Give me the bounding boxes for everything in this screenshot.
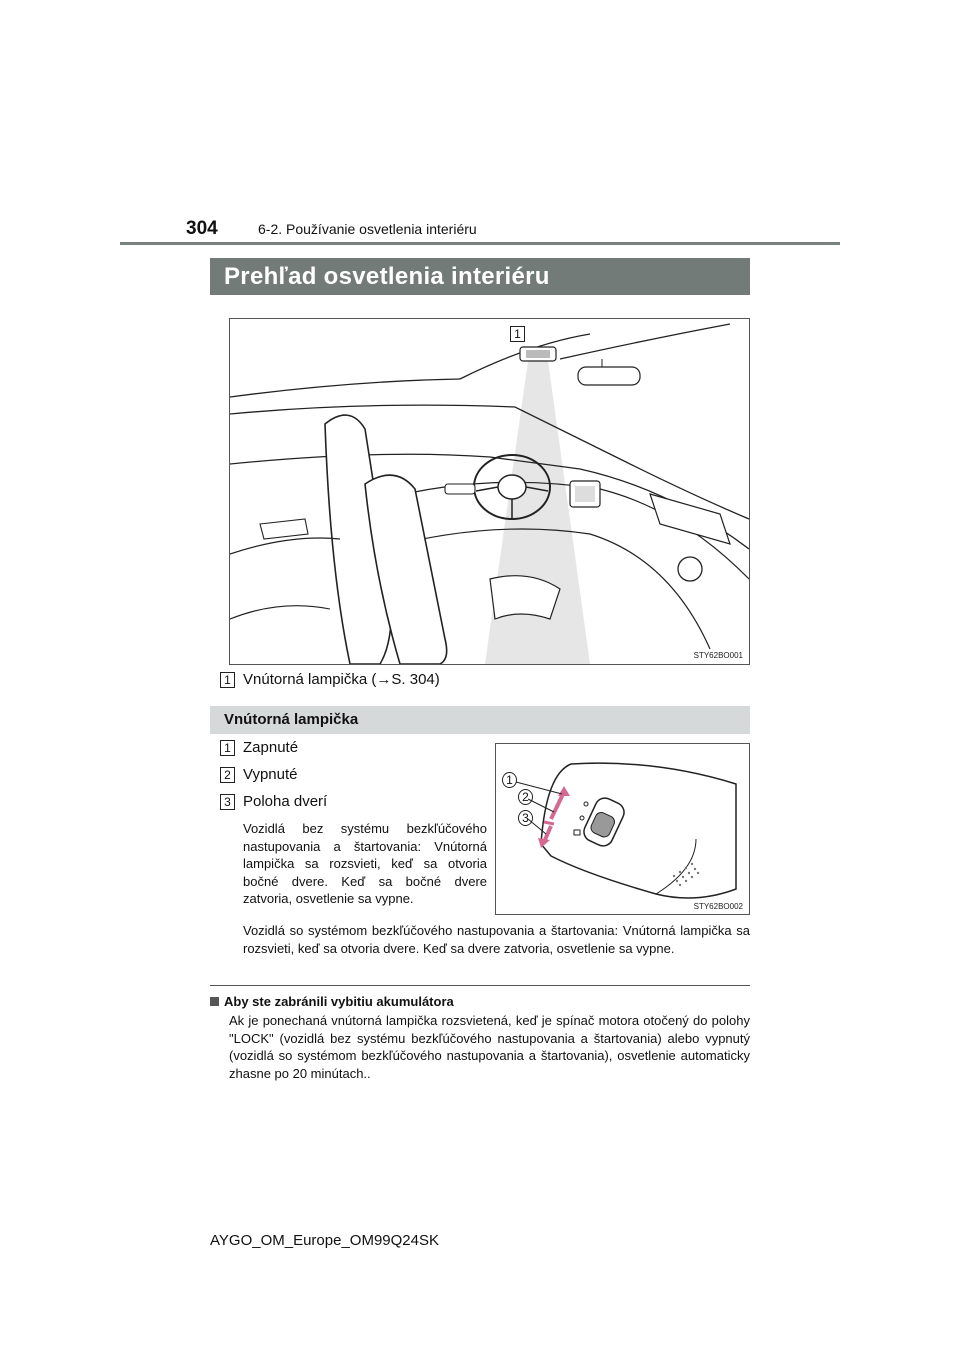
footer-code: AYGO_OM_Europe_OM99Q24SK [210,1232,439,1249]
lamp-closeup-illustration [495,743,750,915]
header-rule [120,242,840,245]
figure-code: STY62BO001 [693,651,743,660]
lamp-callout-3: 3 [518,810,533,826]
lamp-drawing [496,744,749,914]
note-text: Ak je ponechaná vnútorná lampička rozsvietená, keď je spínač motora otočený do polohy "LOCK" (vozidlá bez systému bezkľúčového nastupovania a štartovania) alebo vypnutý (vozidlá so systémom bezkľúčového nastupovania a štartovania), osvetlenie automaticky zhasne po 20 minútach.. [229,1013,750,1081]
subsection-title: Vnútorná lampička [210,706,750,734]
lamp-callout-2: 2 [518,789,533,805]
section-title: Prehľad osvetlenia interiéru [210,258,750,295]
page-number: 304 [186,218,218,239]
figure-code-2: STY62BO002 [693,902,743,911]
note-heading [210,994,454,1009]
lamp-callout-1: 1 [502,772,517,788]
item-text-1: Zapnuté [243,739,299,756]
note-title: Aby ste zabránili vybitiu akumulátora [224,994,454,1009]
note-divider [210,985,750,986]
item-text-3: Poloha dverí [243,793,328,810]
car-interior-drawing [230,319,749,664]
item-num-1: 1 [220,740,235,756]
callout-1: 1 [510,326,525,342]
legend-text: Vnútorná lampička (→S. 304) [243,671,440,688]
chapter-title: 6-2. Používanie osvetlenia interiéru [258,221,477,237]
legend-num: 1 [220,672,235,688]
item-num-2: 2 [220,767,235,783]
interior-illustration [229,318,750,665]
item-text-2: Vypnuté [243,766,298,783]
item-num-3: 3 [220,794,235,810]
paragraph-without-keyless: Vozidlá bez systému bezkľúčového nastupovania a štartovania: Vnútorná lampička sa rozsvieti, keď sa otvoria bočné dvere. Keď sa bočné dvere zatvoria, osvetlenie sa vypne. [243,821,487,906]
paragraph-with-keyless: Vozidlá so systémom bezkľúčového nastupovania a štartovania: Vnútorná lampička sa rozsvieti, keď sa otvoria dvere. Keď sa dvere zatvoria, osvetlenie sa vypne. [243,923,750,956]
square-bullet-icon [210,997,219,1006]
